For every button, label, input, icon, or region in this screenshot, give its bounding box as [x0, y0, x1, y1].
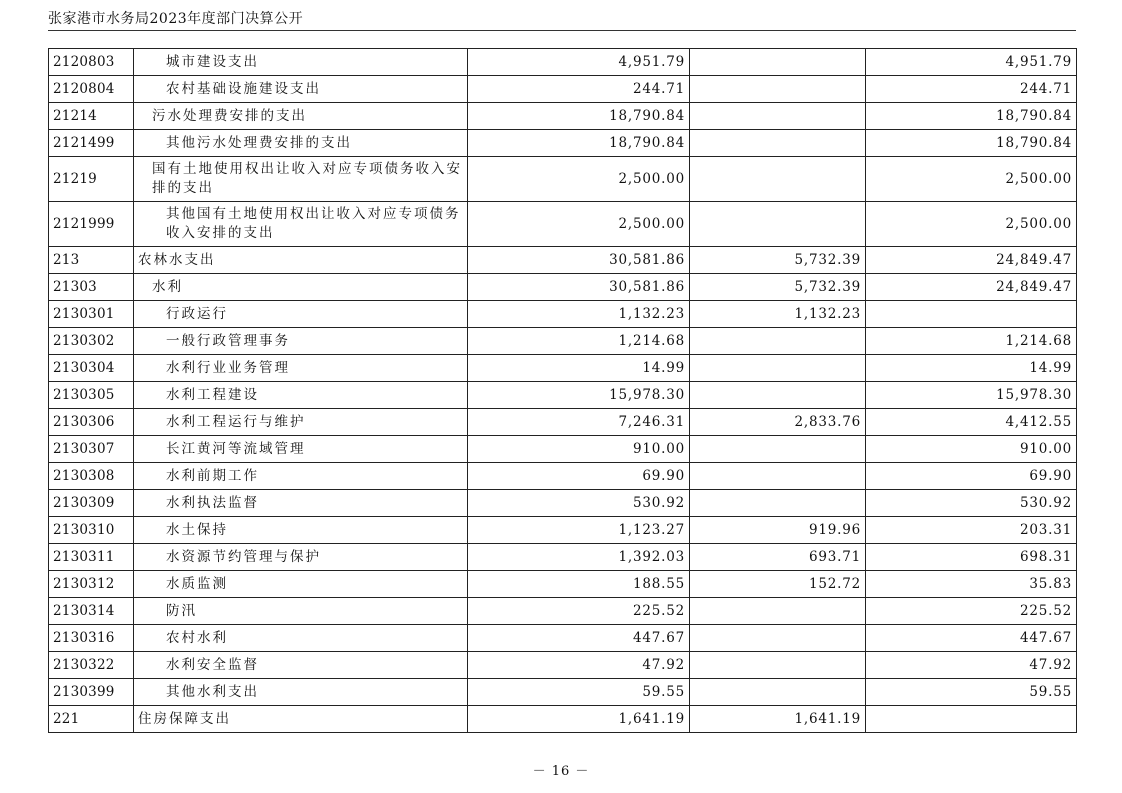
project-amount-cell: 15,978.30: [866, 382, 1077, 409]
total-amount-cell: 1,132.23: [468, 301, 690, 328]
table-row: [49, 355, 1077, 382]
total-amount-cell: 30,581.86: [468, 247, 690, 274]
project-amount-cell: 47.92: [866, 652, 1077, 679]
subject-name-cell: 水利工程运行与维护: [134, 409, 468, 436]
table-row: [49, 409, 1077, 436]
project-amount-cell: 4,412.55: [866, 409, 1077, 436]
project-amount-cell: 35.83: [866, 571, 1077, 598]
basic-amount-cell: 1,641.19: [690, 706, 866, 733]
table-row: [49, 625, 1077, 652]
project-amount-cell: 2,500.00: [866, 157, 1077, 202]
table-row: [49, 382, 1077, 409]
subject-code-cell: 221: [49, 706, 134, 733]
total-amount-cell: 18,790.84: [468, 130, 690, 157]
subject-name-cell: 住房保障支出: [134, 706, 468, 733]
subject-code-cell: 2130302: [49, 328, 134, 355]
total-amount-cell: 447.67: [468, 625, 690, 652]
basic-amount-cell: 5,732.39: [690, 274, 866, 301]
total-amount-cell: 1,123.27: [468, 517, 690, 544]
subject-code-cell: 2130306: [49, 409, 134, 436]
subject-name-cell: 农村水利: [134, 625, 468, 652]
subject-name-cell: 水利行业业务管理: [134, 355, 468, 382]
subject-code-cell: 2120803: [49, 49, 134, 76]
basic-amount-cell: [690, 76, 866, 103]
table-row: [49, 76, 1077, 103]
project-amount-cell: 203.31: [866, 517, 1077, 544]
project-amount-cell: 225.52: [866, 598, 1077, 625]
table-row: [49, 490, 1077, 517]
basic-amount-cell: [690, 328, 866, 355]
subject-name-cell: 国有土地使用权出让收入对应专项债务收入安排的支出: [134, 157, 468, 202]
subject-name-cell: 污水处理费安排的支出: [134, 103, 468, 130]
table-row: [49, 679, 1077, 706]
project-amount-cell: 447.67: [866, 625, 1077, 652]
subject-name-cell: 一般行政管理事务: [134, 328, 468, 355]
subject-code-cell: 2130316: [49, 625, 134, 652]
basic-amount-cell: [690, 490, 866, 517]
total-amount-cell: 244.71: [468, 76, 690, 103]
basic-amount-cell: [690, 652, 866, 679]
subject-code-cell: 2130308: [49, 463, 134, 490]
subject-name-cell: 水利工程建设: [134, 382, 468, 409]
subject-code-cell: 2130312: [49, 571, 134, 598]
subject-name-cell: 水资源节约管理与保护: [134, 544, 468, 571]
project-amount-cell: [866, 706, 1077, 733]
total-amount-cell: 1,214.68: [468, 328, 690, 355]
subject-name-cell: 城市建设支出: [134, 49, 468, 76]
total-amount-cell: 1,641.19: [468, 706, 690, 733]
project-amount-cell: 1,214.68: [866, 328, 1077, 355]
subject-code-cell: 2121999: [49, 202, 134, 247]
table-row: [49, 544, 1077, 571]
subject-name-cell: 长江黄河等流域管理: [134, 436, 468, 463]
expenditure-table: [48, 48, 1077, 733]
total-amount-cell: 910.00: [468, 436, 690, 463]
basic-amount-cell: [690, 355, 866, 382]
project-amount-cell: 910.00: [866, 436, 1077, 463]
table-row: [49, 274, 1077, 301]
total-amount-cell: 47.92: [468, 652, 690, 679]
table-row: [49, 157, 1077, 202]
subject-name-cell: 其他水利支出: [134, 679, 468, 706]
subject-code-cell: 2130309: [49, 490, 134, 517]
total-amount-cell: 2,500.00: [468, 202, 690, 247]
total-amount-cell: 530.92: [468, 490, 690, 517]
subject-code-cell: 2130322: [49, 652, 134, 679]
table-row: [49, 571, 1077, 598]
subject-code-cell: 2130301: [49, 301, 134, 328]
subject-code-cell: 2121499: [49, 130, 134, 157]
project-amount-cell: 4,951.79: [866, 49, 1077, 76]
subject-code-cell: 2130399: [49, 679, 134, 706]
total-amount-cell: 188.55: [468, 571, 690, 598]
total-amount-cell: 225.52: [468, 598, 690, 625]
total-amount-cell: 4,951.79: [468, 49, 690, 76]
subject-name-cell: 水利: [134, 274, 468, 301]
basic-amount-cell: [690, 103, 866, 130]
subject-name-cell: 农林水支出: [134, 247, 468, 274]
project-amount-cell: 2,500.00: [866, 202, 1077, 247]
project-amount-cell: 530.92: [866, 490, 1077, 517]
basic-amount-cell: 152.72: [690, 571, 866, 598]
project-amount-cell: 18,790.84: [866, 130, 1077, 157]
page-number: － 16 －: [532, 764, 590, 779]
basic-amount-cell: [690, 679, 866, 706]
project-amount-cell: 244.71: [866, 76, 1077, 103]
subject-name-cell: 农村基础设施建设支出: [134, 76, 468, 103]
page-header: 张家港市水务局2023年度部门决算公开: [48, 10, 1076, 31]
table-row: [49, 328, 1077, 355]
subject-code-cell: 2120804: [49, 76, 134, 103]
total-amount-cell: 7,246.31: [468, 409, 690, 436]
table-row: [49, 130, 1077, 157]
total-amount-cell: 15,978.30: [468, 382, 690, 409]
total-amount-cell: 2,500.00: [468, 157, 690, 202]
basic-amount-cell: 1,132.23: [690, 301, 866, 328]
project-amount-cell: 24,849.47: [866, 247, 1077, 274]
table-body: [49, 49, 1077, 733]
basic-amount-cell: [690, 598, 866, 625]
basic-amount-cell: [690, 49, 866, 76]
subject-name-cell: 水利安全监督: [134, 652, 468, 679]
project-amount-cell: 14.99: [866, 355, 1077, 382]
table-row: [49, 706, 1077, 733]
subject-name-cell: 其他国有土地使用权出让收入对应专项债务收入安排的支出: [134, 202, 468, 247]
subject-code-cell: 21219: [49, 157, 134, 202]
subject-name-cell: 行政运行: [134, 301, 468, 328]
table-row: [49, 202, 1077, 247]
total-amount-cell: 1,392.03: [468, 544, 690, 571]
subject-code-cell: 2130304: [49, 355, 134, 382]
basic-amount-cell: [690, 130, 866, 157]
project-amount-cell: 59.55: [866, 679, 1077, 706]
basic-amount-cell: 919.96: [690, 517, 866, 544]
table-row: [49, 598, 1077, 625]
subject-code-cell: 21214: [49, 103, 134, 130]
total-amount-cell: 69.90: [468, 463, 690, 490]
subject-code-cell: 2130307: [49, 436, 134, 463]
subject-code-cell: 2130305: [49, 382, 134, 409]
subject-name-cell: 水质监测: [134, 571, 468, 598]
table-row: [49, 301, 1077, 328]
subject-code-cell: 21303: [49, 274, 134, 301]
subject-name-cell: 水土保持: [134, 517, 468, 544]
project-amount-cell: [866, 301, 1077, 328]
project-amount-cell: 698.31: [866, 544, 1077, 571]
basic-amount-cell: 693.71: [690, 544, 866, 571]
subject-code-cell: 2130314: [49, 598, 134, 625]
subject-code-cell: 213: [49, 247, 134, 274]
table-row: [49, 463, 1077, 490]
table-row: [49, 517, 1077, 544]
basic-amount-cell: [690, 436, 866, 463]
project-amount-cell: 18,790.84: [866, 103, 1077, 130]
subject-name-cell: 水利执法监督: [134, 490, 468, 517]
basic-amount-cell: [690, 625, 866, 652]
total-amount-cell: 30,581.86: [468, 274, 690, 301]
basic-amount-cell: [690, 157, 866, 202]
basic-amount-cell: [690, 202, 866, 247]
table-row: [49, 103, 1077, 130]
table-row: [49, 49, 1077, 76]
subject-code-cell: 2130311: [49, 544, 134, 571]
table-row: [49, 247, 1077, 274]
table-row: [49, 652, 1077, 679]
basic-amount-cell: 2,833.76: [690, 409, 866, 436]
subject-name-cell: 防汛: [134, 598, 468, 625]
basic-amount-cell: [690, 382, 866, 409]
total-amount-cell: 18,790.84: [468, 103, 690, 130]
subject-name-cell: 水利前期工作: [134, 463, 468, 490]
total-amount-cell: 14.99: [468, 355, 690, 382]
project-amount-cell: 69.90: [866, 463, 1077, 490]
subject-code-cell: 2130310: [49, 517, 134, 544]
project-amount-cell: 24,849.47: [866, 274, 1077, 301]
basic-amount-cell: 5,732.39: [690, 247, 866, 274]
subject-name-cell: 其他污水处理费安排的支出: [134, 130, 468, 157]
table-row: [49, 436, 1077, 463]
total-amount-cell: 59.55: [468, 679, 690, 706]
basic-amount-cell: [690, 463, 866, 490]
